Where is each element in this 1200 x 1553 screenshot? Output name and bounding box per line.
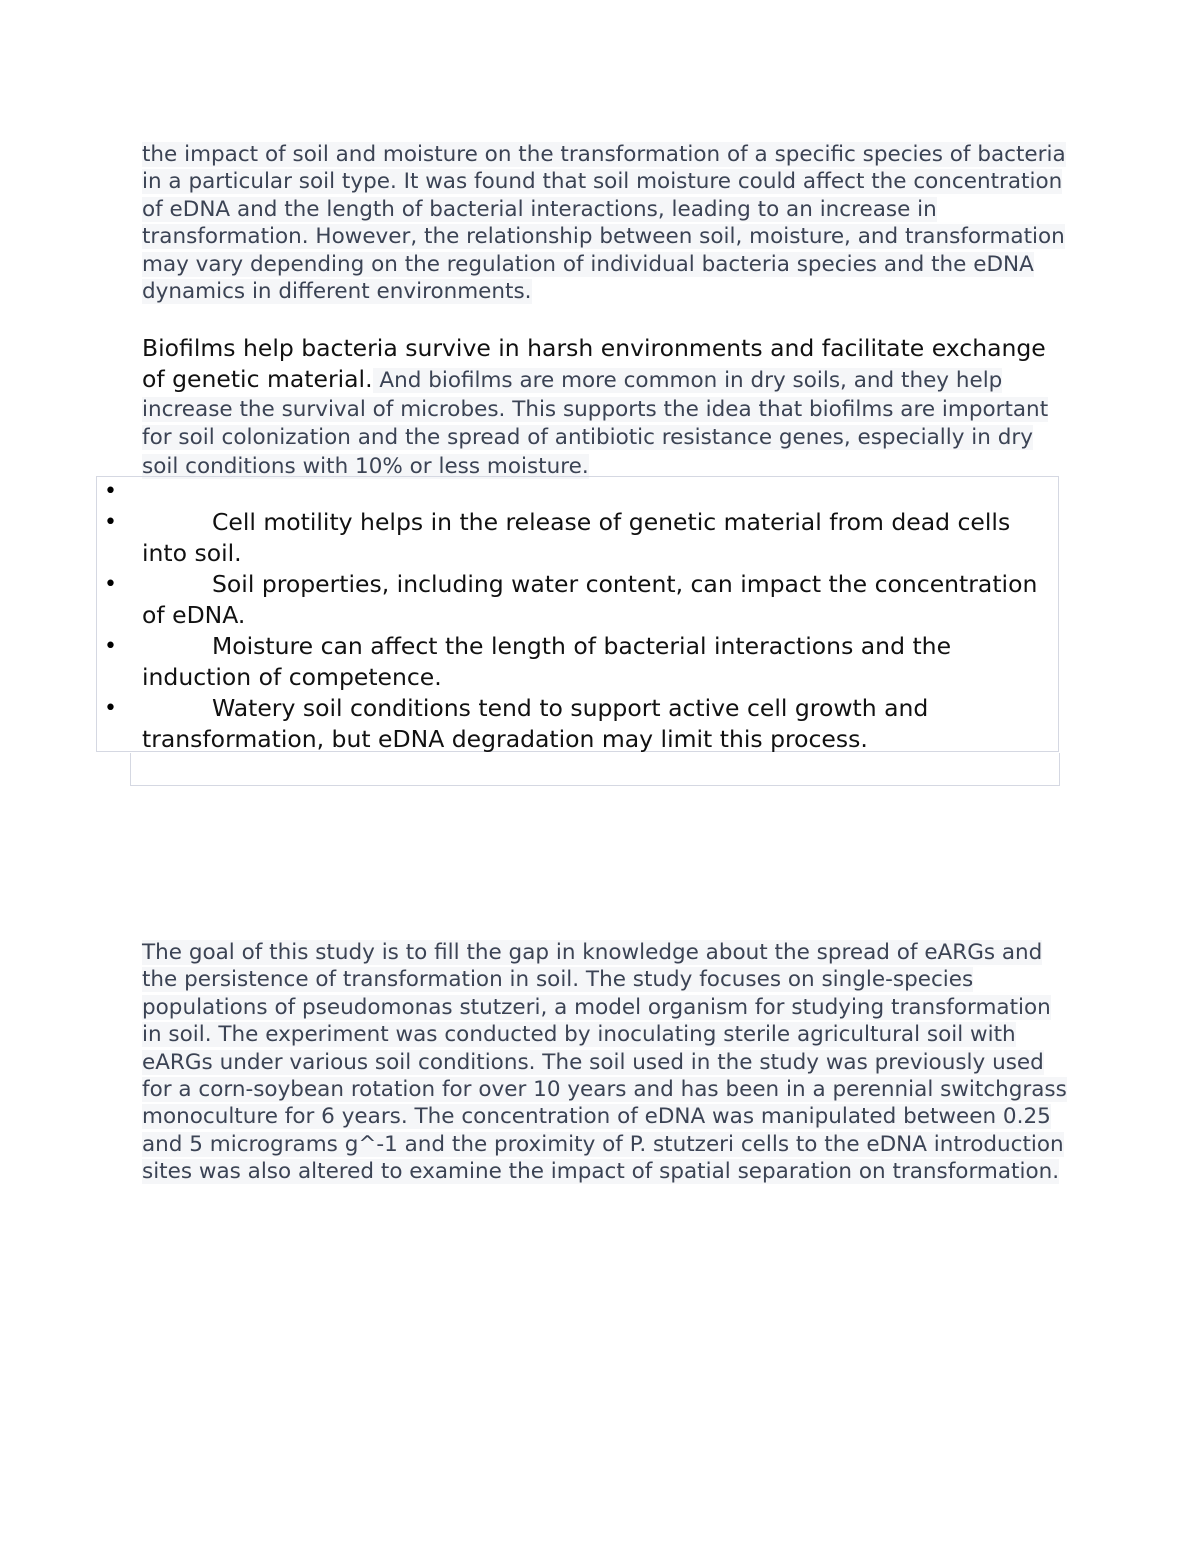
biofilms-heading-text: Biofilms help bacteria survive in harsh environments and facilitate exchange of genetic material. bbox=[142, 334, 1046, 394]
list-item-text: Cell motility helps in the release of genetic material from dead cells into soil. bbox=[142, 508, 1011, 567]
paragraph-soil-moisture bbox=[142, 141, 1072, 305]
paragraph-study-goal bbox=[142, 939, 1072, 1186]
list-item bbox=[96, 631, 1059, 693]
paragraph-study-goal-text: The goal of this study is to fill the gap in knowledge about the spread of eARGs and the persistence of transformation in soil. The study focuses on single-species populations of pseudomonas stutzeri, a model organism for studying transformation in soil. The experiment was conducted by inoculating sterile agricultural soil with eARGs under various soil conditions. The soil used in the study was previously used for a corn-soybean rotation for over 10 years and has been in a perennial switchgrass monoculture for 6 years. The concentration of eDNA was manipulated between 0.25 and 5 micrograms g^-1 and the proximity of P. stutzeri cells to the eDNA introduction sites was also altered to examine the impact of spatial separation on transformation. bbox=[142, 940, 1067, 1185]
paragraph-soil-moisture-text: the impact of soil and moisture on the transformation of a specific species of bacteria in a particular soil type. It was found that soil moisture could affect the concentration of eDNA and the length of bacterial interactions, leading to an increase in transformation. However, the relationship between soil, moisture, and transformation may vary depending on the regulation of individual bacteria species and the eDNA dynamics in different environments. bbox=[142, 142, 1066, 305]
bullet-icon: • bbox=[104, 634, 117, 659]
bullet-icon: • bbox=[104, 572, 117, 597]
paragraph-biofilms bbox=[142, 333, 1072, 481]
bullet-icon: • bbox=[104, 479, 117, 504]
empty-table-cell bbox=[130, 753, 1060, 786]
list-item-text: Moisture can affect the length of bacterial interactions and the induction of competence. bbox=[142, 632, 952, 691]
bullet-icon: • bbox=[104, 696, 117, 721]
list-item bbox=[96, 476, 1059, 507]
list-item bbox=[96, 507, 1059, 569]
biofilms-body-text: And biofilms are more common in dry soils, and they help increase the survival of microbes. This supports the idea that biofilms are important for soil colonization and the spread of antibiotic resistance genes, especially in dry soil conditions with 10% or less moisture. bbox=[142, 368, 1049, 479]
bullet-icon: • bbox=[104, 510, 117, 535]
bullet-list bbox=[96, 476, 1059, 755]
list-item bbox=[96, 569, 1059, 631]
list-item-text: Watery soil conditions tend to support active cell growth and transformation, but eDNA degradation may limit this process. bbox=[142, 694, 929, 753]
list-item bbox=[96, 693, 1059, 755]
list-item-text: Soil properties, including water content, can impact the concentration of eDNA. bbox=[142, 570, 1038, 629]
